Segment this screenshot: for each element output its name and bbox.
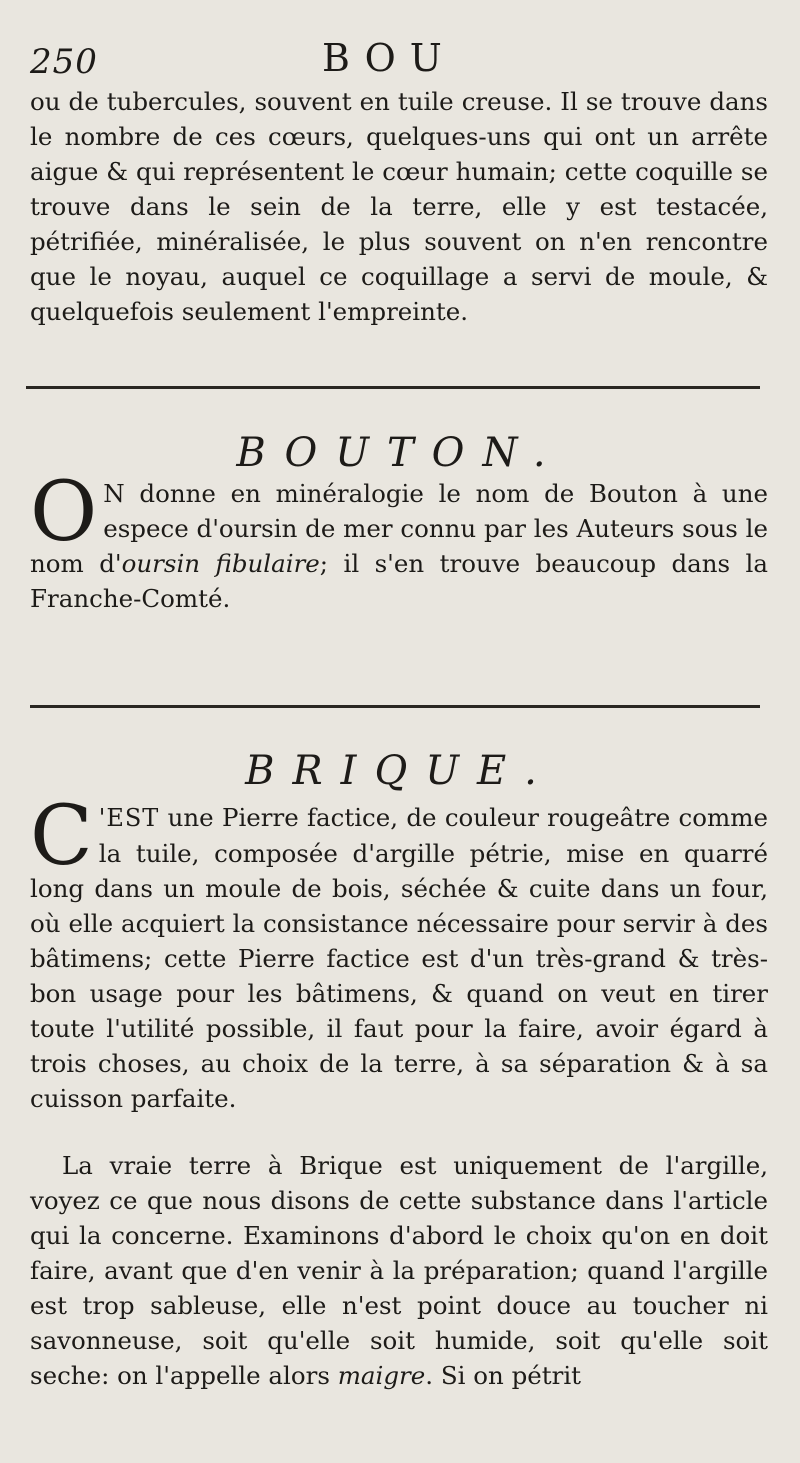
page-number: 250	[30, 42, 98, 82]
entry-bouton-text-end: ; il s'en trouve beaucoup dans la Franche-Comté.	[30, 549, 768, 613]
entry-title-bouton: BOUTON.	[236, 430, 564, 476]
running-head: BOU	[322, 36, 456, 80]
section-divider	[26, 386, 760, 389]
drop-cap: C	[30, 789, 93, 884]
drop-cap: O	[30, 465, 98, 560]
entry-bouton-italic: oursin fibulaire	[121, 549, 320, 578]
entry-bouton-text: N donne en minéralogie le nom de Bouton à une espece d'oursin de mer connu par les Auteurs sous le nom d'	[30, 479, 768, 578]
entry-brique-p2-italic: maigre	[337, 1361, 426, 1390]
intro-paragraph: ou de tubercules, souvent en tuile creuse. Il se trouve dans le nombre de ces cœurs, quelques-uns qui ont un arrête aigue & qui représentent le cœur humain; cette coquille se trouve dans le sein de la terre, elle y est testacée, pétrifiée, minéralisée, le plus souvent on n'en rencontre que le noyau, auquel ce coquillage a servi de moule, & quelquefois seulement l'empreinte.	[30, 87, 768, 326]
entry-brique-text: une Pierre factice, de couleur rougeâtre comme la tuile, composée d'argille pétrie, mise en quarré long dans un moule de bois, séchée & cuite dans un four, où elle acquiert la consistance nécessaire pour servir à des bâtimens; cette Pierre factice est d'un très-grand & très-bon usage pour les bâtimens, & quand on veut en tirer toute l'utilité possible, il faut pour la faire, avoir égard à trois choses, au choix de la terre, à sa séparation & à sa cuisson parfaite.	[30, 803, 768, 1113]
entry-brique-p2-text: La vraie terre à Brique est uniquement de l'argille, voyez ce que nous disons de cette substance dans l'article qui la concerne. Examinons d'abord le choix qu'on en doit faire, avant que d'en venir à la préparation; quand l'argille est trop sableuse, elle n'est point douce au toucher ni savonneuse, soit qu'elle soit humide, soit qu'elle soit seche: on l'appelle alors	[30, 1151, 768, 1390]
entry-bouton-paragraph	[30, 465, 768, 616]
section-divider	[30, 705, 760, 708]
entry-title-brique: BRIQUE.	[245, 748, 555, 794]
entry-brique-paragraph-2	[30, 1148, 768, 1393]
entry-brique-p2-end: . Si on pétrit	[425, 1361, 582, 1390]
entry-brique-first-word: 'EST	[98, 804, 160, 832]
entry-brique-paragraph	[30, 789, 768, 1116]
